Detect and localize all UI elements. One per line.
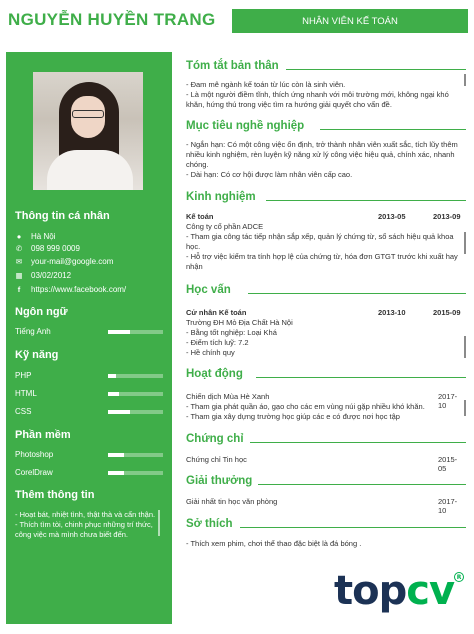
hobbies-text: - Thích xem phim, chơi thể thao đặc biệt là đá bóng . <box>186 539 362 548</box>
certificate-name: Chứng chỉ Tin học <box>186 455 247 464</box>
experience-details: Công ty cổ phần ADCE - Tham gia công tác tiếp nhận sắp xếp, quản lý chứng từ, sổ sách hiệu quả khoa học. - Hỗ trợ việc kiểm tra tính hợp lệ của chứng từ, hóa đơn GTGT trước khi xuất hay nhận <box>186 222 462 272</box>
career-goals-title: Mục tiêu nghề nghiệp <box>186 120 305 132</box>
section-divider <box>256 377 466 378</box>
career-goals-text: - Ngắn hạn: Có một công việc ổn định, trở thành nhân viên xuất sắc, tích lũy thêm nhiều kinh nghiệm, rèn luyện kỹ năng xử lý công việc hiệu quả, chính xác, nhanh chóng. - Dài hạn: Có cơ hội được làm nhân viên cấp cao. <box>186 140 458 179</box>
contact-phone: ✆ 098 999 0009 <box>15 244 80 253</box>
hobbies-title: Sở thích <box>186 518 233 530</box>
contact-email: ✉ your-mail@google.com <box>15 257 114 266</box>
experience-position: Kế toán <box>186 212 214 221</box>
skills-title: Kỹ năng <box>15 349 59 361</box>
extra-info-title: Thêm thông tin <box>15 489 95 501</box>
experience-company: Công ty cổ phần ADCE <box>186 222 264 231</box>
activity-name: Chiến dịch Mùa Hè Xanh <box>186 392 270 401</box>
experience-title: Kinh nghiệm <box>186 191 256 203</box>
activities-title: Hoạt động <box>186 368 243 380</box>
language-title: Ngôn ngữ <box>15 306 68 318</box>
contact-facebook: f https://www.facebook.com/ <box>15 285 126 294</box>
section-divider <box>258 484 466 485</box>
software-level-bar <box>108 453 163 457</box>
skill-level-bar <box>108 392 163 396</box>
skill-level-bar <box>108 374 163 378</box>
sidebar: Thông tin cá nhân ● Hà Nội ✆ 098 999 0009 ✉ your-mail@google.com ▦ 03/02/2012 f https://www.facebook.com/ Ngôn ngữ Tiếng Anh Kỹ năng PHP HTML CSS Phần mềm Photoshop CorelDraw Thêm thông tin - Hoạt bát, nhiệt tình, thật thà và cẩn thận. - Thích tìm tòi, chinh phục những trí thức, công việc mà mình chưa biết đến. <box>6 52 172 624</box>
education-end: 2015-09 <box>433 308 461 317</box>
education-start: 2013-10 <box>378 308 406 317</box>
section-divider <box>248 293 466 294</box>
job-title-banner <box>232 9 468 33</box>
education-school: Trường ĐH Mỏ Địa Chất Hà Nội <box>186 318 293 327</box>
personal-info-title: Thông tin cá nhân <box>15 210 110 222</box>
phone-icon: ✆ <box>15 244 23 253</box>
education-title: Học vấn <box>186 284 231 296</box>
software-level-bar <box>108 471 163 475</box>
education-details: Trường ĐH Mỏ Địa Chất Hà Nội - Bằng tốt nghiệp: Loại Khá - Điểm tích luỹ: 7.2 - Hề chính quy <box>186 318 456 358</box>
activity-year: 2017-10 <box>438 392 458 410</box>
section-divider <box>240 527 466 528</box>
language-level-bar <box>108 330 163 334</box>
activities-scrollbar[interactable] <box>464 400 466 416</box>
facebook-icon: f <box>17 285 21 294</box>
experience-start: 2013-05 <box>378 212 406 221</box>
section-divider <box>286 69 466 70</box>
activity-details: - Tham gia phát quần áo, gạo cho các em vùng núi gặp nhiều khó khăn. - Tham gia xây dựng trường học giúp các e có được nơi học tập <box>186 402 425 421</box>
calendar-icon: ▦ <box>15 271 23 280</box>
job-title: NHÂN VIÊN KẾ TOÁN <box>302 15 398 27</box>
profile-photo <box>33 72 143 190</box>
education-degree: Cử nhân Kế toán <box>186 308 247 317</box>
certificates-title: Chứng chỉ <box>186 433 244 445</box>
certificate-year: 2015-05 <box>438 455 458 473</box>
topcv-logo: topcv R <box>334 568 454 614</box>
skill-level-bar <box>108 410 163 414</box>
experience-scrollbar[interactable] <box>464 232 466 254</box>
summary-text: - Đam mê ngành kế toán từ lúc còn là sinh viên. - Là một người điềm tĩnh, thích ứng nhanh với môi trường mới, không ngại khó khăn, hứng thú trong việc tìm ra hướng giải quyết cho vấn đề. <box>186 80 449 109</box>
award-year: 2017-10 <box>438 497 458 515</box>
extra-info-scrollbar[interactable] <box>158 510 160 536</box>
contact-location: ● Hà Nội <box>16 232 56 241</box>
extra-info-text: - Hoạt bát, nhiệt tình, thật thà và cẩn thận. - Thích tìm tòi, chinh phục những trí thức, công việc mà mình chưa biết đến. <box>15 510 156 539</box>
map-pin-icon: ● <box>16 232 22 241</box>
software-title: Phần mềm <box>15 429 71 441</box>
candidate-name: NGUYỄN HUYỀN TRANG <box>8 10 216 29</box>
award-name: Giải nhất tin học văn phòng <box>186 497 278 506</box>
section-divider <box>320 129 466 130</box>
education-scrollbar[interactable] <box>464 336 466 358</box>
awards-title: Giải thưởng <box>186 475 253 487</box>
section-divider <box>250 442 466 443</box>
summary-title: Tóm tắt bản thân <box>186 60 279 72</box>
contact-birthday: ▦ 03/02/2012 <box>15 271 72 280</box>
summary-scrollbar[interactable] <box>464 74 466 86</box>
email-icon: ✉ <box>15 257 23 266</box>
section-divider <box>266 200 466 201</box>
registered-mark-icon: R <box>454 572 464 582</box>
experience-end: 2013-09 <box>433 212 461 221</box>
